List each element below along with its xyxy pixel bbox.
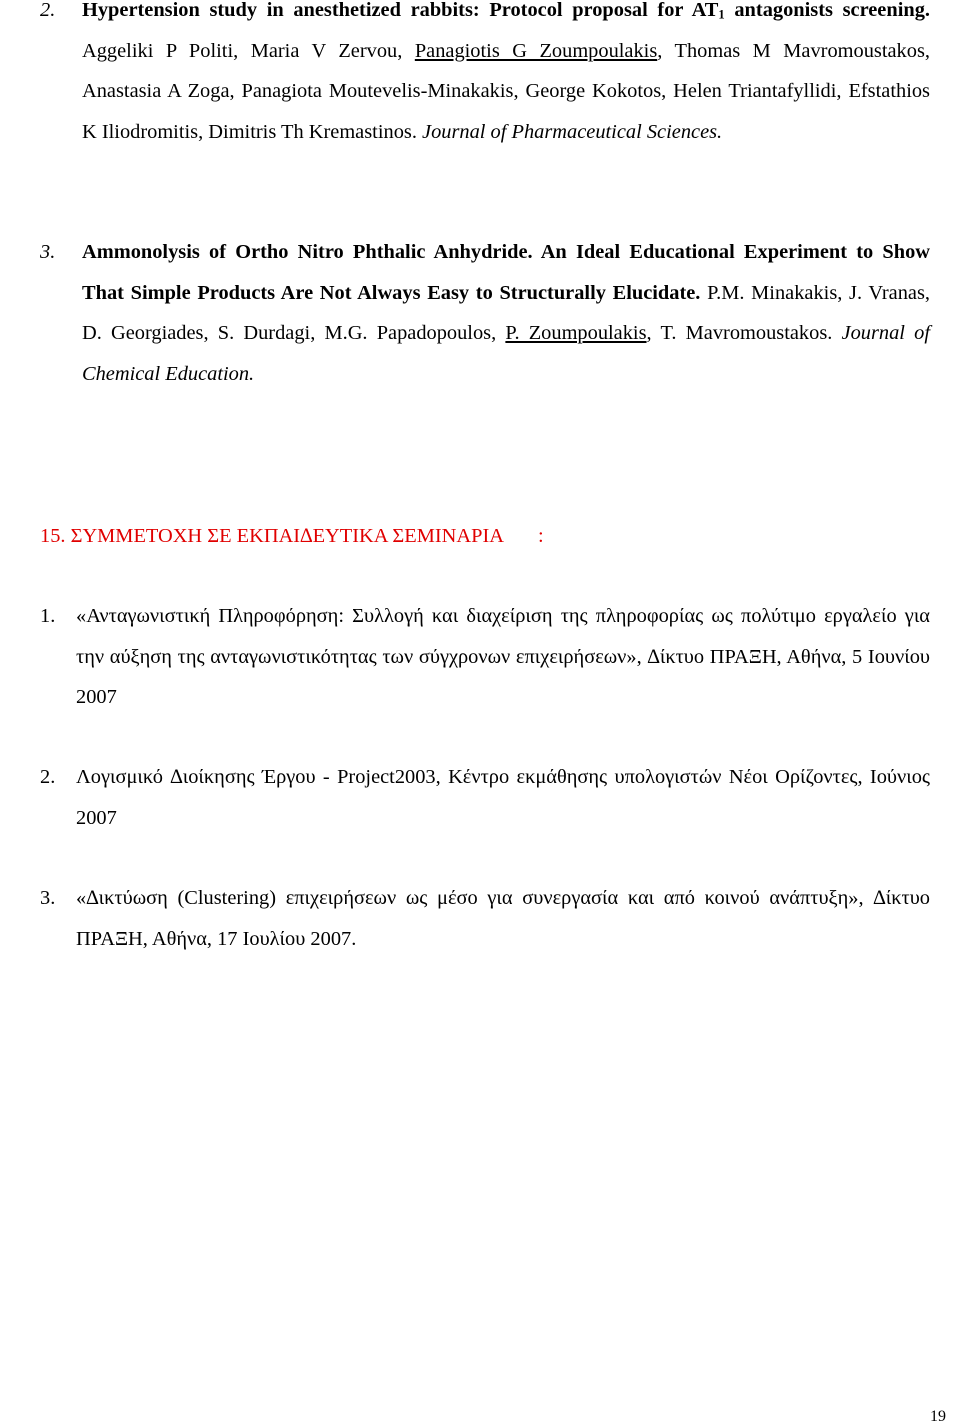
journal-name: Journal of Chemical Education.: [82, 322, 930, 385]
section-title: 15. ΣΥΜΜΕΤΟΧΗ ΣΕ ΕΚΠΑΙ∆ΕΥΤΙΚΑ ΣΕΜΙΝΑΡΙΑ: [40, 525, 504, 547]
seminar-number: 3.: [40, 887, 56, 909]
seminar-number: 1.: [40, 605, 56, 627]
publication-authors: P.M. Minakakis, J. Vranas, D. Georgiades, S. Durdagi, M.G. Papadopoulos,: [82, 281, 930, 344]
seminar-text: Λογισμικό ∆ιοίκησης Έργου - Project2003, Κέντρο εκμάθησης υπολογιστών Νέοι Ορίζοντες, Ιούνιος 2007: [76, 766, 930, 829]
seminar-number: 2.: [40, 766, 56, 788]
publication-authors: Aggeliki P Politi, Maria V Zervou,: [82, 39, 415, 62]
seminar-item: [40, 878, 930, 963]
seminar-text: «∆ικτύωση (Clustering) επιχειρήσεων ως μέσο για συνεργασία και από κοινού ανάπτυξη», ∆ίκτυο ΠΡΑΞΗ, Αθήνα, 17 Ιουλίου 2007.: [76, 887, 930, 950]
publication-authors-cont: , Thomas M Mavromoustakos, Anastasia A Zoga, Panagiota Moutevelis-Minakakis, George Kokotos, Helen Triantafyllidi, Efstathios K Iliodromitis, Dimitris Th Kremastinos.: [82, 39, 930, 143]
publication-text: [82, 232, 930, 394]
journal-name: Journal of Pharmaceutical Sciences.: [422, 120, 723, 143]
author-underlined: P. Zoumpoulakis: [505, 322, 647, 344]
section-heading: [40, 523, 544, 549]
publication-text: [82, 0, 930, 152]
seminar-item: [40, 596, 930, 721]
seminar-item: [40, 757, 930, 842]
publication-title: Hypertension study in anesthetized rabbits: Protocol proposal for $AT_1$ antagonists screening.: [82, 0, 930, 22]
seminar-text: «Ανταγωνιστική Πληροφόρηση: Συλλογή και διαχείριση της πληροφορίας ως πολύτιμο εργαλείο για την αύξηση της ανταγωνιστικότητας των σύγχρονων επιχειρήσεων», ∆ίκτυο ΠΡΑΞΗ, Αθήνα, 5 Ιουνίου 2007: [76, 605, 930, 708]
publication-number: 3.: [40, 241, 56, 263]
publication-number: 2.: [40, 0, 56, 21]
page-number: 19: [930, 1408, 946, 1425]
publication-item: [40, 232, 930, 402]
section-colon: :: [537, 525, 544, 547]
publication-authors-cont: , T. Mavromoustakos.: [646, 322, 842, 344]
publication-item: [40, 0, 930, 190]
author-underlined: Panagiotis G Zoumpoulakis: [414, 39, 658, 62]
publication-title: Ammonolysis of Ortho Nitro Phthalic Anhydride. An Ideal Educational Experiment to Show That Simple Products Are Not Always Easy to Structurally Elucidate.: [82, 241, 930, 304]
